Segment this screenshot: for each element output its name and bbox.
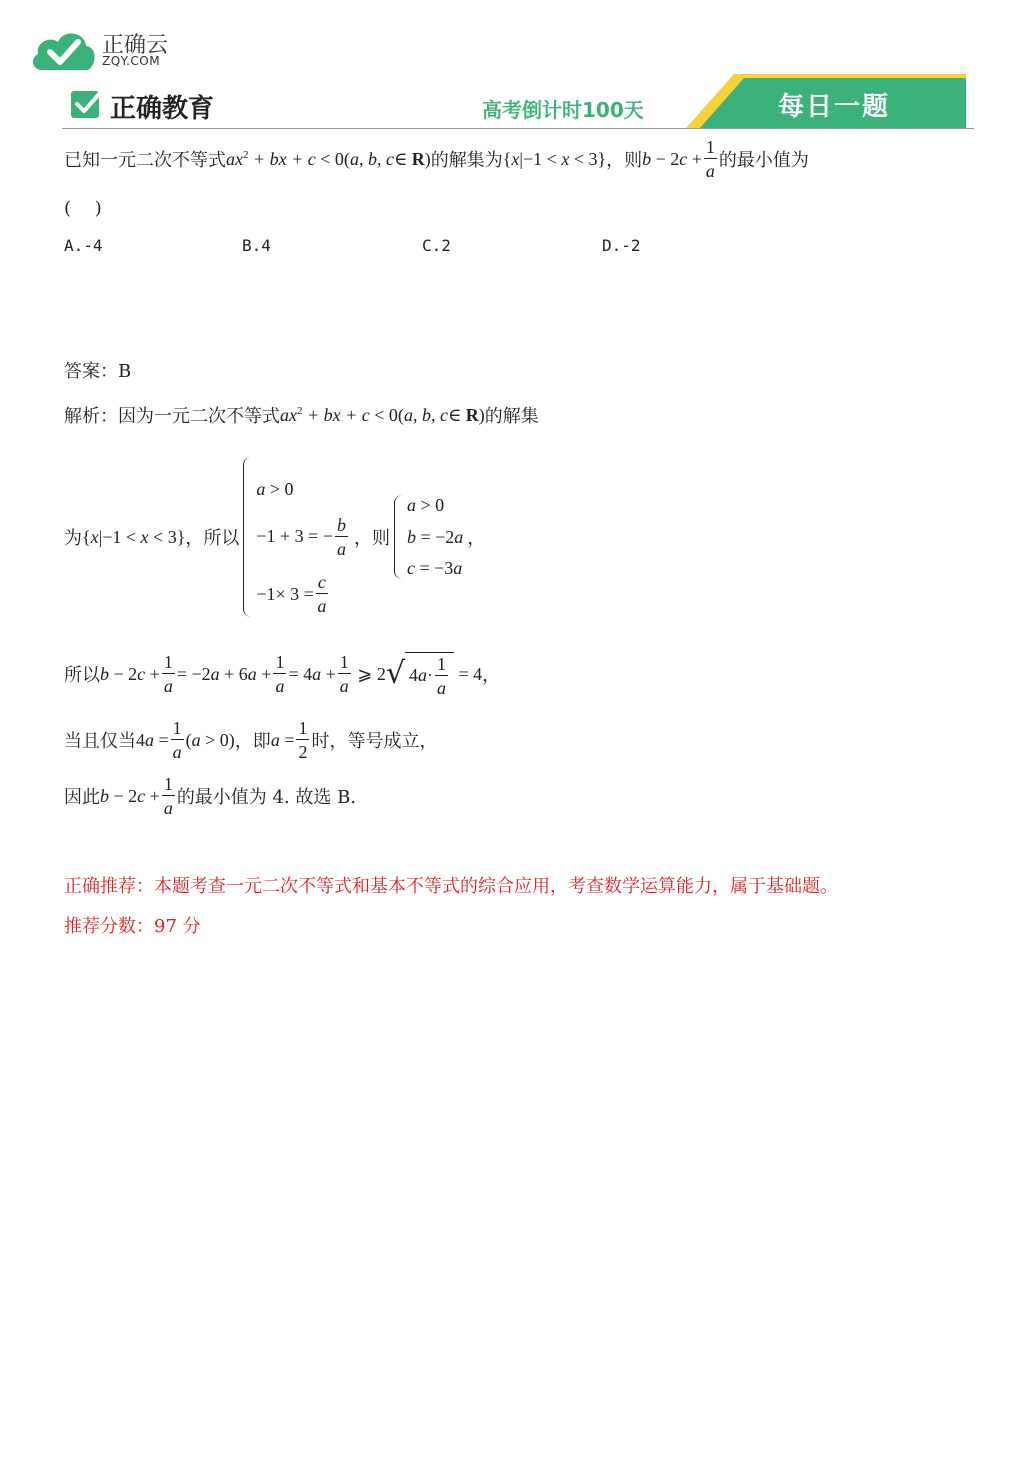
option-c[interactable]: C.2 bbox=[422, 236, 451, 255]
system-brace-1: a > 0 −1 + 3 = − $\frac{b}{a}$ −1× 3 = $\frac{c}{a}$ bbox=[243, 457, 350, 617]
option-b[interactable]: B.4 bbox=[242, 236, 271, 255]
recommend-text: 正确推荐：本题考查一元二次不等式和基本不等式的综合应用，考查数学运算能力，属于基础题。 bbox=[64, 876, 838, 897]
edu-brand-name: 正确教育 bbox=[110, 94, 215, 124]
option-a[interactable]: A.-4 bbox=[64, 236, 103, 255]
analysis-line-4: 因此 b − 2c + $\frac{1}{a}$ 的最小值为 4. 故选 B. bbox=[64, 774, 357, 818]
question-stem: 已知一元二次不等式 $ax^2$ + bx + c < 0(a, b, c∈ R) 的解集为 {x|−1 < x < 3} ，则 b − 2c + $\frac{1}{a}$ 的最小值为 bbox=[64, 137, 809, 181]
analysis-line-2: 所以 b − 2c + $\frac{1}{a}$ = −2a + 6a + $\frac{1}{a}$ = 4a + $\frac{1}{a}$ ⩾ 2 √ 4 a · $\frac{1}{a}$ = 4 ， bbox=[64, 652, 501, 698]
daily-question-title: 每日一题 bbox=[778, 92, 891, 122]
countdown-text: 高考倒计时100天 bbox=[482, 98, 644, 122]
header bbox=[0, 0, 1034, 130]
recommend-score: 推荐分数：97 分 bbox=[64, 916, 201, 937]
analysis-system: 为 {x|−1 < x < 3} ，所以 a > 0 −1 + 3 = − $\frac{b}{a}$ −1× 3 = $\frac{c}{a}$ ，则 a > 0 b = −2a c = −3a ， bbox=[64, 456, 485, 618]
answer-paren: ( ) bbox=[64, 198, 102, 219]
answer-label: 答案：B bbox=[64, 361, 132, 382]
check-box-icon bbox=[70, 88, 104, 120]
system-brace-2: a > 0 b = −2a c = −3a bbox=[394, 495, 463, 579]
header-divider bbox=[62, 128, 974, 129]
analysis-line-1: 解析：因为一元二次不等式 $ax^2$ + bx + c < 0(a, b, c∈ R) 的解集 bbox=[64, 404, 539, 427]
cloud-brand-domain: ZQY.COM bbox=[102, 54, 161, 68]
analysis-line-3: 当且仅当 4a = $\frac{1}{a}$ (a > 0) ，即 a = $\frac{1}{2}$ 时，等号成立， bbox=[64, 718, 438, 762]
option-d[interactable]: D.-2 bbox=[602, 236, 641, 255]
cloud-brand-name: 正确云 bbox=[102, 33, 169, 58]
cloud-check-icon bbox=[28, 24, 98, 74]
